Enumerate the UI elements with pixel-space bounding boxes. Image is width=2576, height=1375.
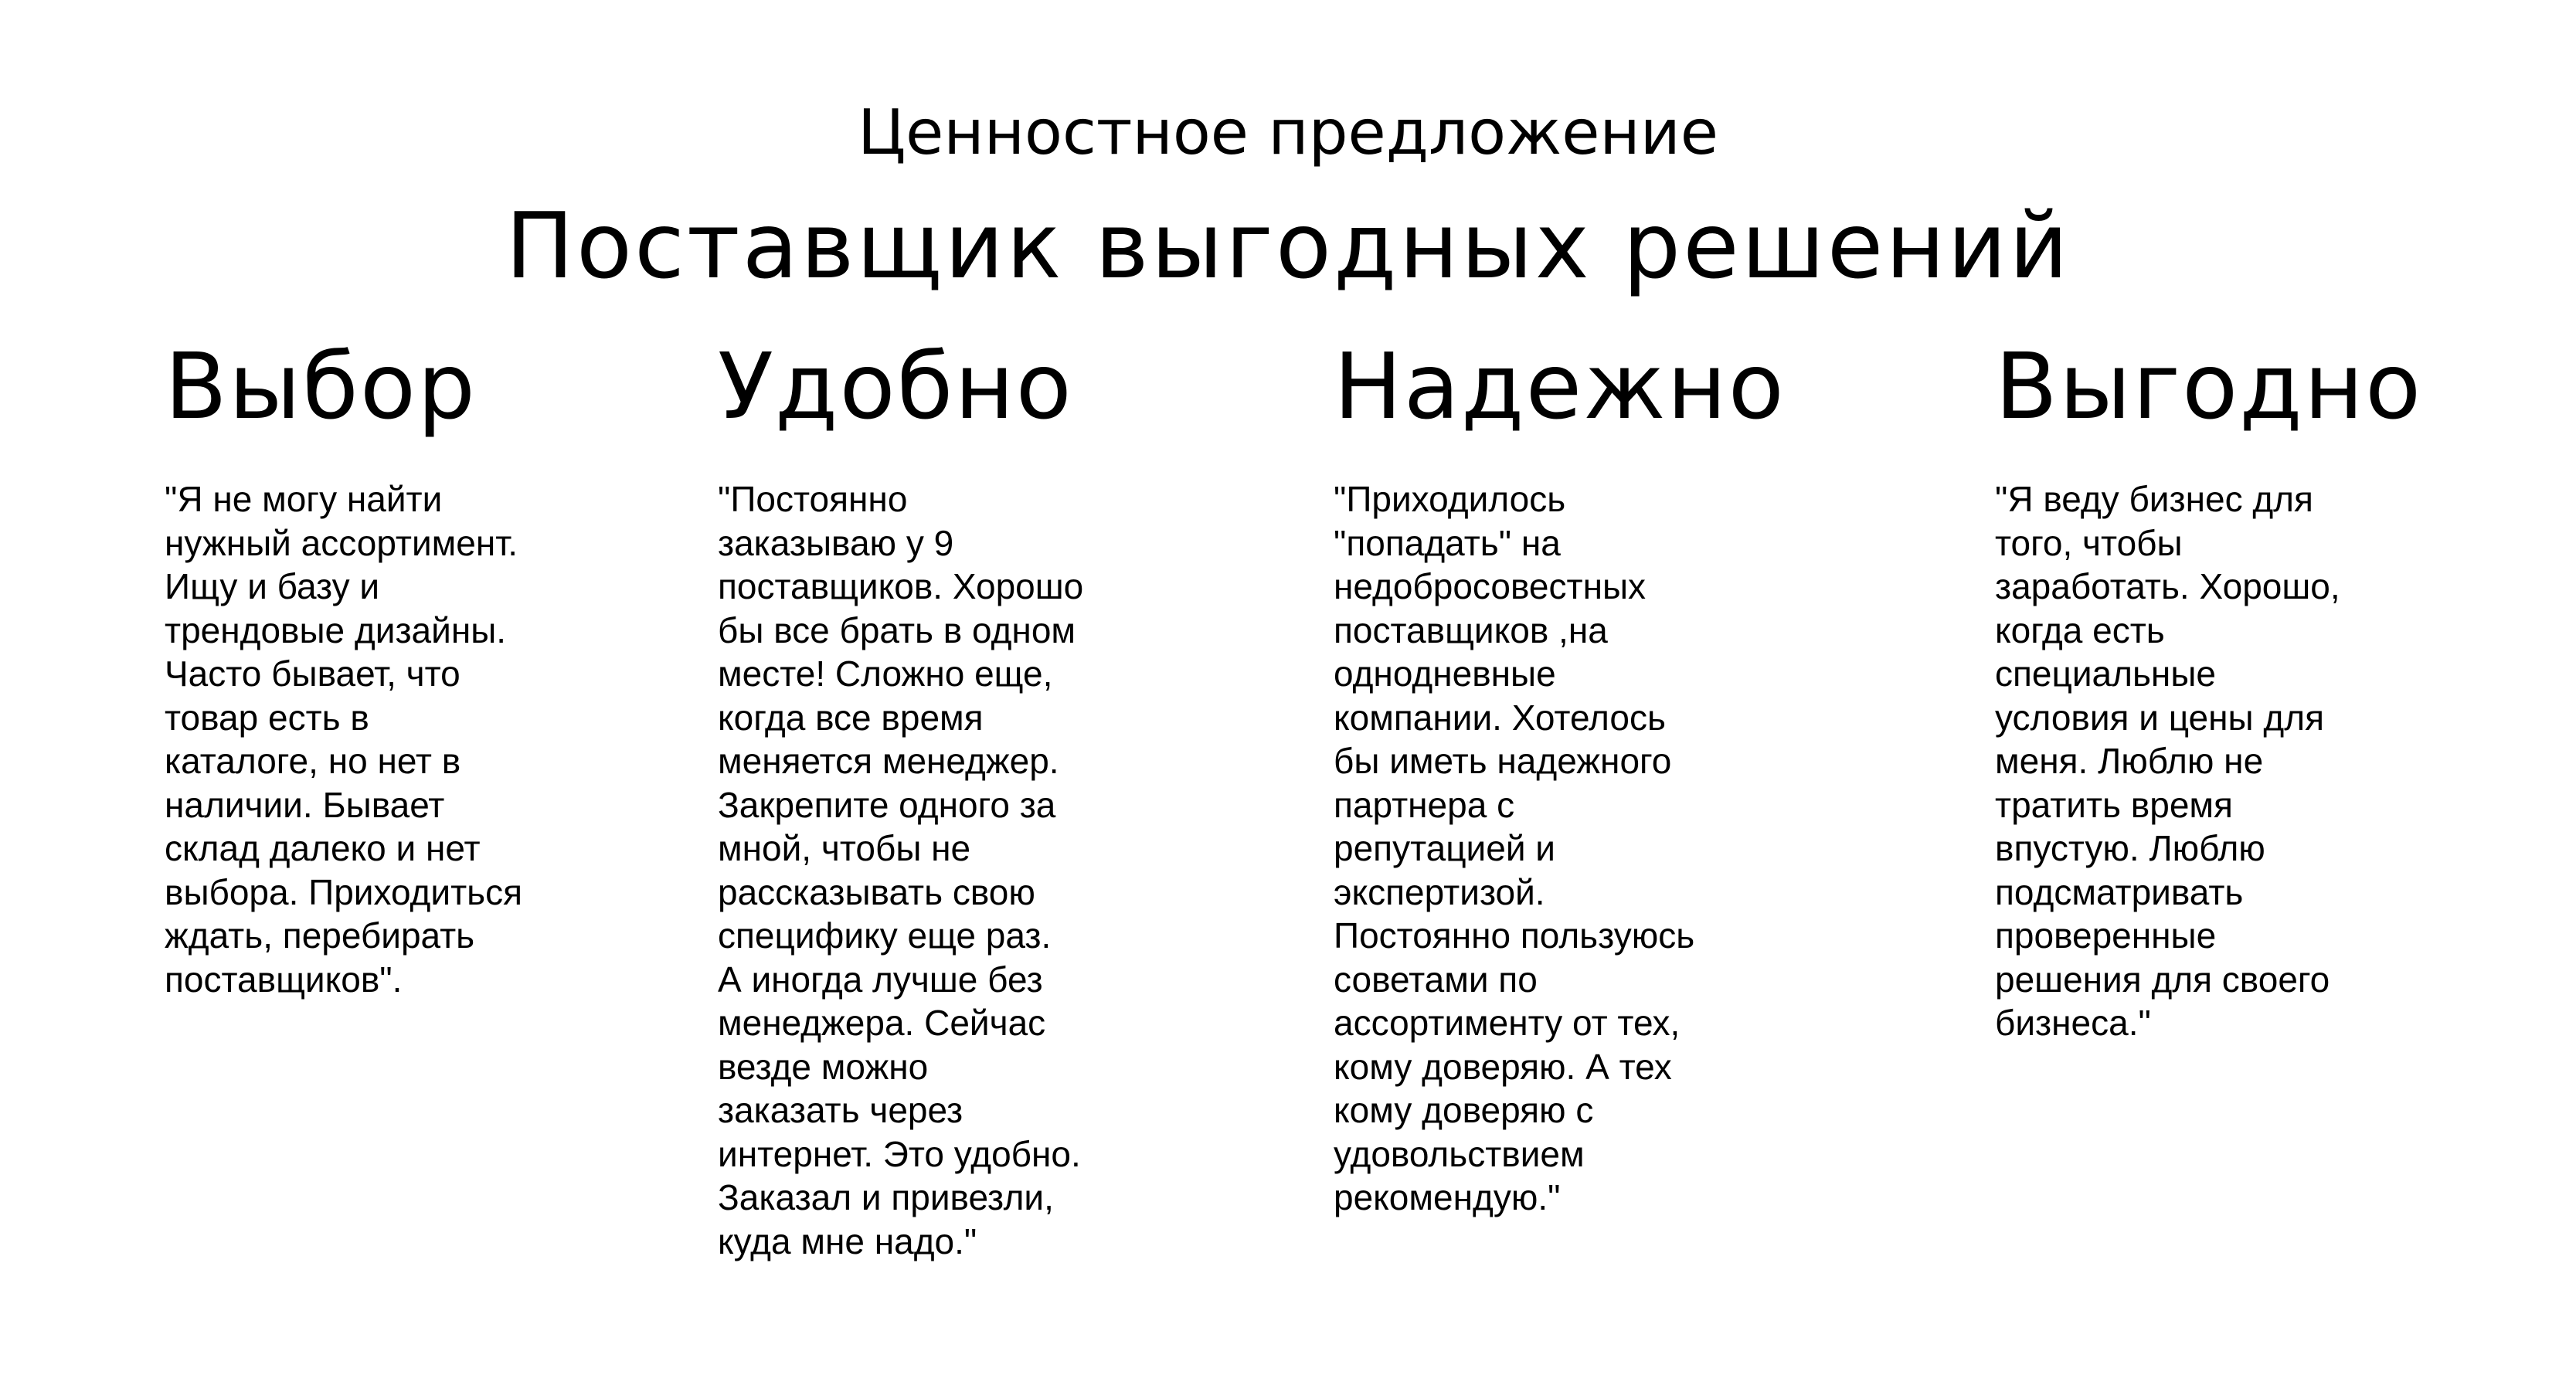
column-heading: Выбор: [165, 333, 477, 440]
column-choice: [165, 332, 522, 1001]
column-profitable: [1995, 332, 2422, 1045]
column-heading: Выгодно: [1995, 333, 2423, 440]
column-heading: Удобно: [718, 333, 1073, 440]
column-quote: "Я не могу найти нужный ассортимент. Ищу и базу и трендовые дизайны. Часто бывает, что товар есть в каталоге, но нет в наличии. Бывает склад далеко и нет выбора. Приходиться ждать, перебирать поставщиков".: [165, 479, 523, 1000]
page-title: Поставщик выгодных решений: [505, 192, 2071, 299]
column-quote: "Приходилось "попадать" на недобросовестных поставщиков ,на однодневные компании. Хотелось бы иметь надежного партнера с репутацией и экспертизой. Постоянно пользуюсь советами по ассортименту от тех, кому доверяю. А тех кому доверяю с удовольствием рекомендую.": [1334, 479, 1695, 1217]
column-quote: "Постоянно заказываю у 9 поставщиков. Хорошо бы все брать в одном месте! Сложно еще, когда все время меняется менеджер. Закрепите одного за мной, чтобы не рассказывать свою специфику еще раз. А иногда лучше без менеджера. Сейчас везде можно заказать через интернет. Это удобно. Заказал и привезли, куда мне надо.": [718, 479, 1084, 1261]
page-subtitle: Ценностное предложение: [858, 97, 1718, 168]
column-heading: Надежно: [1334, 333, 1786, 440]
column-reliable: [1334, 332, 1786, 1220]
column-quote: "Я веду бизнес для того, чтобы заработать. Хорошо, когда есть специальные условия и цены для меня. Люблю не тратить время впустую. Люблю подсматривать проверенные решения для своего бизнеса.": [1995, 479, 2340, 1043]
column-convenient: [718, 332, 1083, 1263]
